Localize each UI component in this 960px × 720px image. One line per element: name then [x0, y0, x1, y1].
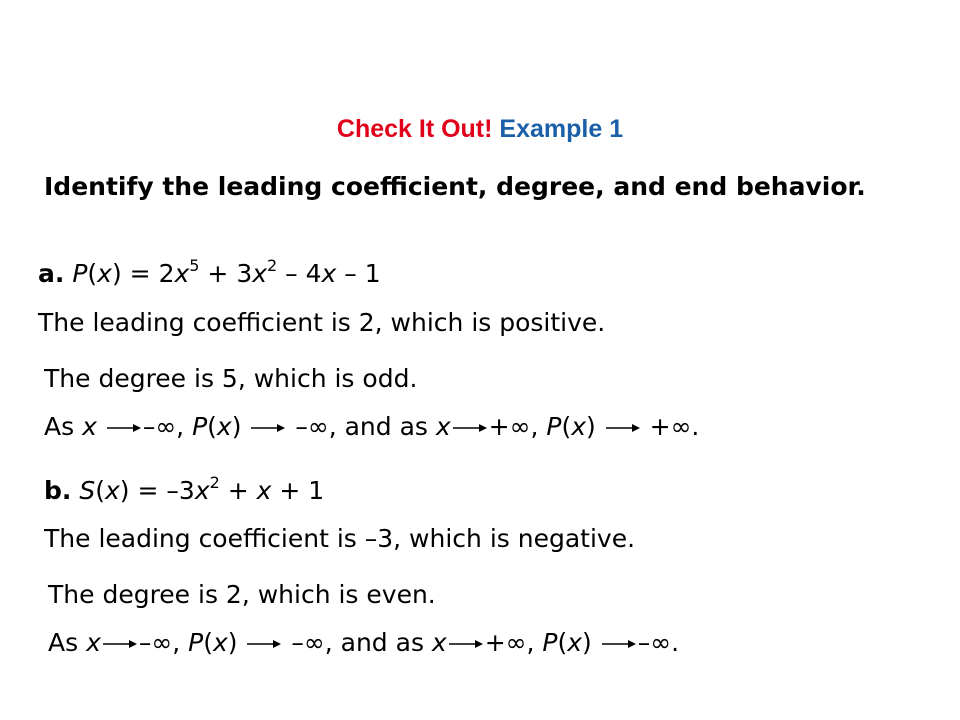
part-b-term2: +: [227, 476, 249, 505]
part-b-label: b.: [44, 476, 72, 505]
part-a-term4: – 1: [344, 259, 381, 288]
part-b-exp1: 2: [209, 472, 220, 492]
part-b-end-p2: P: [542, 628, 558, 657]
right-arrow-icon: [606, 422, 640, 434]
right-arrow-icon: [107, 422, 141, 434]
part-b-end-x: x: [86, 628, 101, 657]
part-a-end-px-x: x: [216, 412, 232, 441]
part-b-term2-var: x: [256, 476, 272, 505]
part-b-end-behavior: As x –∞, P(x) –∞, and as x +∞, P(x) –∞.: [48, 628, 680, 657]
part-a-end-result1: –∞, and as: [295, 412, 428, 441]
part-b-leading-coefficient: The leading coefficient is –3, which is negative.: [44, 524, 636, 553]
part-b-degree: The degree is 2, which is even.: [48, 580, 436, 609]
part-a-term2-var: x: [252, 259, 268, 288]
part-a-equation: a. $P(x) = 2x^5 + 3x^2 - 4x - 1$: [38, 255, 381, 288]
right-arrow-icon: [251, 422, 285, 434]
part-b-term3: + 1: [279, 476, 325, 505]
part-a-func-name: P: [72, 259, 88, 288]
part-b-end-px2-x: x: [567, 628, 583, 657]
part-b-func-name: S: [79, 476, 96, 505]
part-a-leading-coefficient: The leading coefficient is 2, which is positive.: [38, 308, 606, 337]
part-b-end-result2: –∞.: [637, 628, 680, 657]
part-b-end-result1: –∞, and as: [291, 628, 424, 657]
right-arrow-icon: [449, 638, 483, 650]
part-a-end-p2: P: [546, 412, 562, 441]
part-a-func-var: x: [97, 259, 112, 288]
part-b-end-pos-inf: +∞,: [484, 628, 535, 657]
part-a-end-p: P: [192, 412, 208, 441]
part-a-term2: + 3: [207, 259, 253, 288]
part-a-exp2: 2: [267, 255, 278, 275]
title-example: Example 1: [499, 115, 624, 143]
part-a-label: a.: [38, 259, 65, 288]
right-arrow-icon: [453, 422, 487, 434]
right-arrow-icon: [103, 638, 137, 650]
part-b-term1: –3: [166, 476, 195, 505]
part-a-end-px2-x: x: [571, 412, 586, 441]
part-b-end-neg-inf: –∞,: [138, 628, 181, 657]
part-a-end-pos-inf: +∞,: [488, 412, 539, 441]
part-a-end-behavior: As x –∞, P(x) –∞, and as x +∞, P(x) +∞.: [44, 412, 700, 441]
part-b-func-var: x: [105, 476, 120, 505]
part-a-end-result2: +∞.: [649, 412, 700, 441]
part-b-term1-var: x: [194, 476, 210, 505]
part-a-term1: 2: [158, 259, 175, 288]
part-a-degree: The degree is 5, which is odd.: [44, 364, 418, 393]
part-a-end-neg-inf: –∞,: [142, 412, 185, 441]
part-b-end-x2: x: [431, 628, 447, 657]
right-arrow-icon: [247, 638, 281, 650]
part-b-end-p: P: [188, 628, 204, 657]
part-a-end-x2: x: [435, 412, 451, 441]
title-check-it-out: Check It Out!: [336, 115, 493, 143]
part-a-term3: – 4: [285, 259, 322, 288]
part-a-end-x: x: [82, 412, 97, 441]
part-b-equation: b. $S(x) = -3x^2 + x + 1$: [44, 472, 325, 505]
question-text: Identify the leading coefficient, degree, and end behavior.: [44, 172, 866, 201]
part-a-exp1: 5: [189, 255, 200, 275]
part-a-term1-var: x: [174, 259, 190, 288]
part-a-term3-var: x: [321, 259, 337, 288]
slide-title: [0, 114, 960, 144]
part-a-end-as: As: [44, 412, 75, 441]
right-arrow-icon: [602, 638, 636, 650]
part-b-end-as: As: [48, 628, 79, 657]
part-b-end-px-x: x: [212, 628, 228, 657]
